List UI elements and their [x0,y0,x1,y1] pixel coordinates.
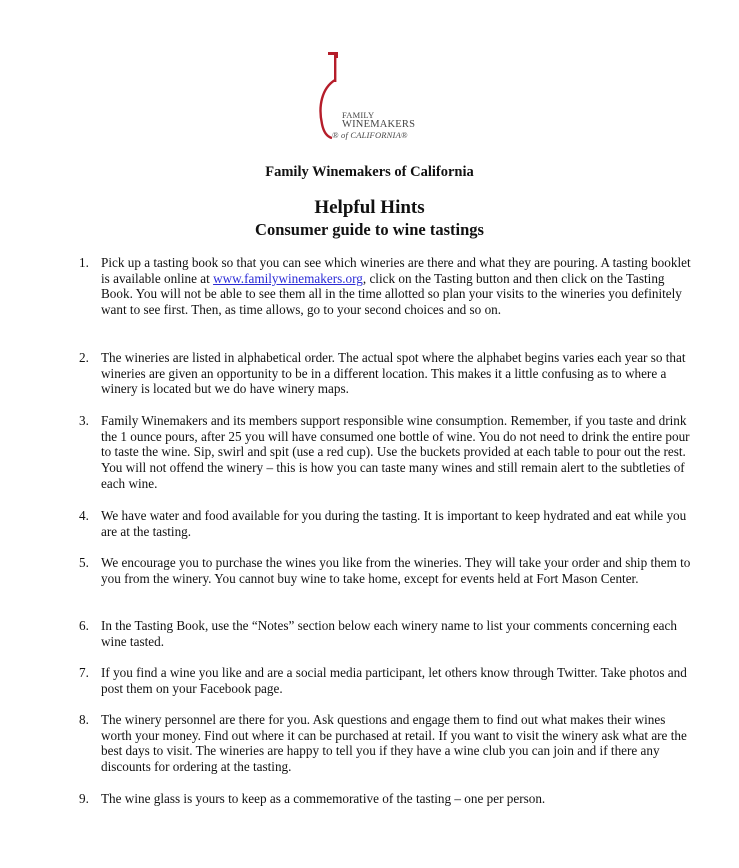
registered-mark: ® [332,130,339,140]
list-item-number: 5. [79,555,89,570]
logo-text-winemakers: WINEMAKERS [342,119,416,130]
list-item-text: If you find a wine you like and are a social media participant, let others know through Twitter. Take photos and post them on your Facebook page. [101,665,687,696]
list-item-number: 3. [79,413,89,428]
organization-name: Family Winemakers of California [265,164,474,180]
logo-text-of-california: of CALIFORNIA® [341,130,408,140]
page-title: Helpful Hints [314,197,425,218]
list-item-text: The wine glass is yours to keep as a commemorative of the tasting – one per person. [101,791,546,806]
list-item-number: 1. [79,255,89,270]
list-item-text [101,255,691,318]
list-item-text: We have water and food available for you during the tasting. It is important to keep hydrated and eat while you are at the tasting. [101,508,687,539]
logo-text-family: FAMILY [342,110,375,120]
list-item-number: 7. [79,665,89,680]
family-winemakers-logo [314,44,424,142]
list-item-text: In the Tasting Book, use the “Notes” section below each winery name to list your comments concerning each wine tasted. [101,618,677,649]
page-subtitle: Consumer guide to wine tastings [255,220,484,239]
logo-text-california [332,130,415,140]
list-item-text: The winery personnel are there for you. Ask questions and engage them to find out what makes their wines worth your money. Find out where it can be purchased at retail. If you want to visit the winery ask what are the best days to visit. The wineries are happy to tell you if they have a wine club you can join and if there any discounts for ordering at the tasting. [101,712,687,775]
list-item-text-part: , click on the Tasting button and then click on the Tasting Book. You will not be able to see them all in the time allotted so plan your visits to the wineries you definitely want to see first. Then, as time allows, go to your second choices and so on. [101,270,682,318]
list-item-number: 4. [79,508,89,523]
list-item-number: 6. [79,618,89,633]
list-item-text-part: Pick up a tasting book so that you can see which wineries are there and what they are pouring. A tasting booklet is available online at [101,255,691,286]
list-item-number: 8. [79,712,89,727]
list-item-text: The wineries are listed in alphabetical order. The actual spot where the alphabet begins varies each year so that wineries are given an opportunity to be in a different location. This makes it a little confusing as to where a winery is located but we do have winery maps. [101,350,686,397]
list-item-number: 9. [79,791,89,806]
list-item-number: 2. [79,350,89,365]
list-item-text: We encourage you to purchase the wines you like from the wineries. They will take your order and ship them to you from the winery. You cannot buy wine to take home, except for events held at Fort Mason Center. [101,555,691,586]
familywinemakers-link[interactable]: www.familywinemakers.org [213,270,363,286]
list-item-text: Family Winemakers and its members support responsible wine consumption. Remember, if you taste and drink the 1 ounce pours, after 25 you will have consumed one bottle of wine. You do not need to drink the entire pour to taste the wine. Sip, swirl and spit (use a red cup). Use the buckets provided at each table to pour out the rest. You will not offend the winery – this is how you can taste many wines and still remain alert to the subtleties of each wine. [101,413,690,491]
